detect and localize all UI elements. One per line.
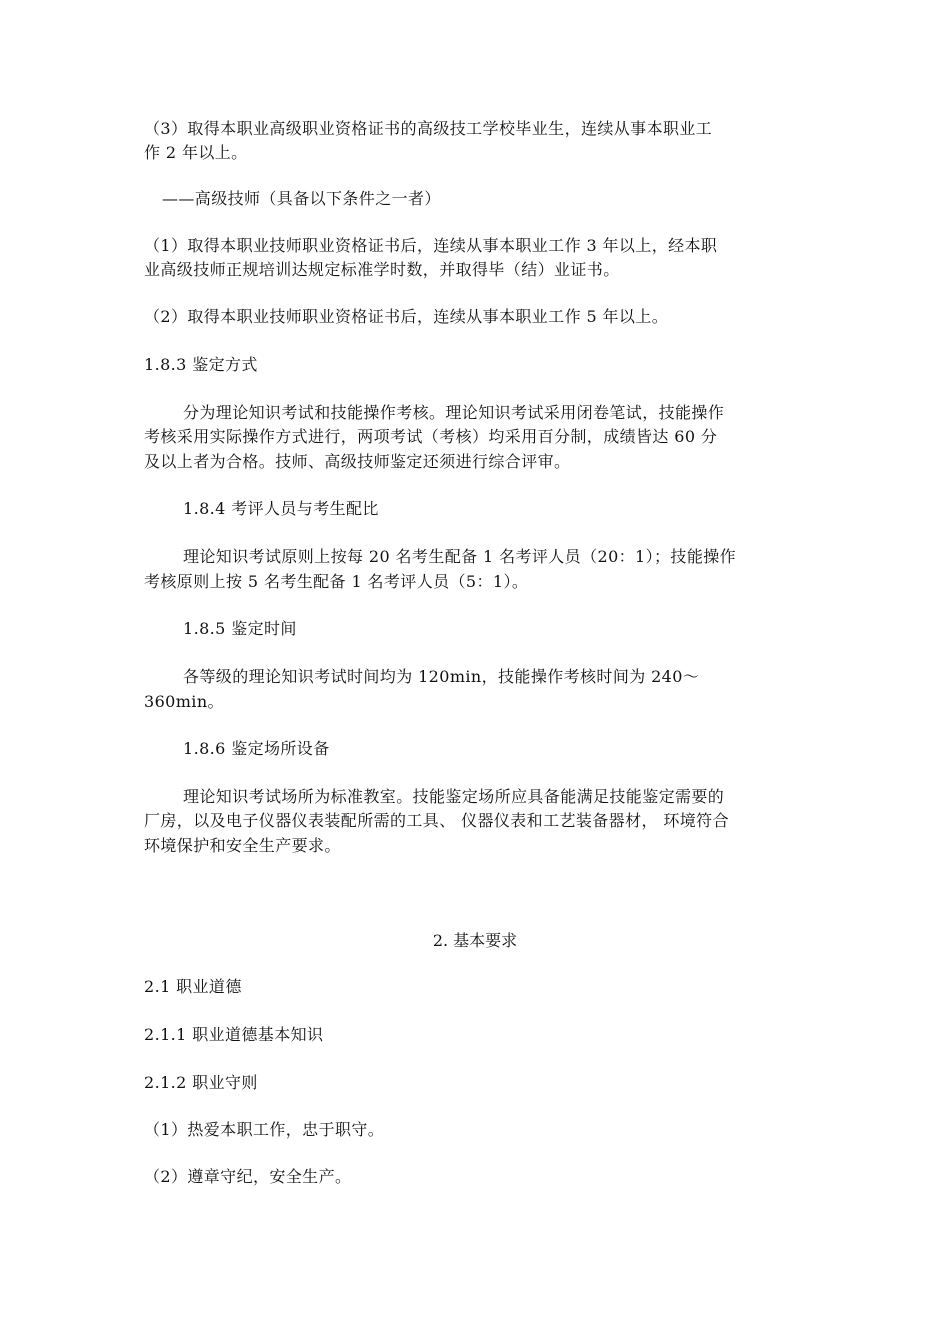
section-heading: 2.1.1 职业道德基本知识 — [144, 1025, 324, 1044]
section-heading: 2.1.2 职业守则 — [144, 1073, 258, 1092]
text-line: （1）热爱本职工作，忠于职守。 — [144, 1120, 385, 1139]
section-heading: 1.8.4 考评人员与考生配比 — [183, 499, 379, 518]
section-heading: 1.8.3 鉴定方式 — [144, 355, 258, 374]
text-line: （2）取得本职业技师职业资格证书后，连续从事本职业工作 5 年以上。 — [144, 307, 669, 326]
text-line: 各等级的理论知识考试时间均为 120min，技能操作考核时间为 240～ — [183, 667, 700, 686]
section-heading: ——高级技师（具备以下条件之一者） — [162, 189, 441, 208]
chapter-heading: 2. 基本要求 — [432, 931, 518, 950]
section-heading: 2.1 职业道德 — [144, 977, 242, 996]
text-line: （2）遵章守纪，安全生产。 — [144, 1167, 352, 1186]
text-line: 业高级技师正规培训达规定标准学时数，并取得毕（结）业证书。 — [144, 260, 620, 279]
text-line: 环境保护和安全生产要求。 — [144, 836, 341, 855]
section-heading: 1.8.5 鉴定时间 — [183, 619, 297, 638]
section-heading: 1.8.6 鉴定场所设备 — [183, 739, 330, 758]
text-line: 理论知识考试原则上按每 20 名考生配备 1 名考评人员（20：1）；技能操作 — [183, 547, 737, 566]
text-line: 考核原则上按 5 名考生配备 1 名考评人员（5：1）。 — [144, 572, 529, 591]
text-line: 分为理论知识考试和技能操作考核。理论知识考试采用闭卷笔试，技能操作 — [183, 403, 725, 422]
text-line: 厂房，以及电子仪器仪表装配所需的工具、 仪器仪表和工艺装备器材， 环境符合 — [144, 811, 729, 830]
text-line: 360min。 — [144, 692, 224, 711]
text-line: 作 2 年以上。 — [144, 143, 248, 162]
text-line: 理论知识考试场所为标准教室。技能鉴定场所应具备能满足技能鉴定需要的 — [183, 787, 725, 806]
text-line: （3）取得本职业高级职业资格证书的高级技工学校毕业生，连续从事本职业工 — [144, 119, 713, 138]
text-line: 及以上者为合格。技师、高级技师鉴定还须进行综合评审。 — [144, 452, 571, 471]
text-line: （1）取得本职业技师职业资格证书后，连续从事本职业工作 3 年以上，经本职 — [144, 236, 718, 255]
text-line: 考核采用实际操作方式进行，两项考试（考核）均采用百分制，成绩皆达 60 分 — [144, 427, 718, 446]
